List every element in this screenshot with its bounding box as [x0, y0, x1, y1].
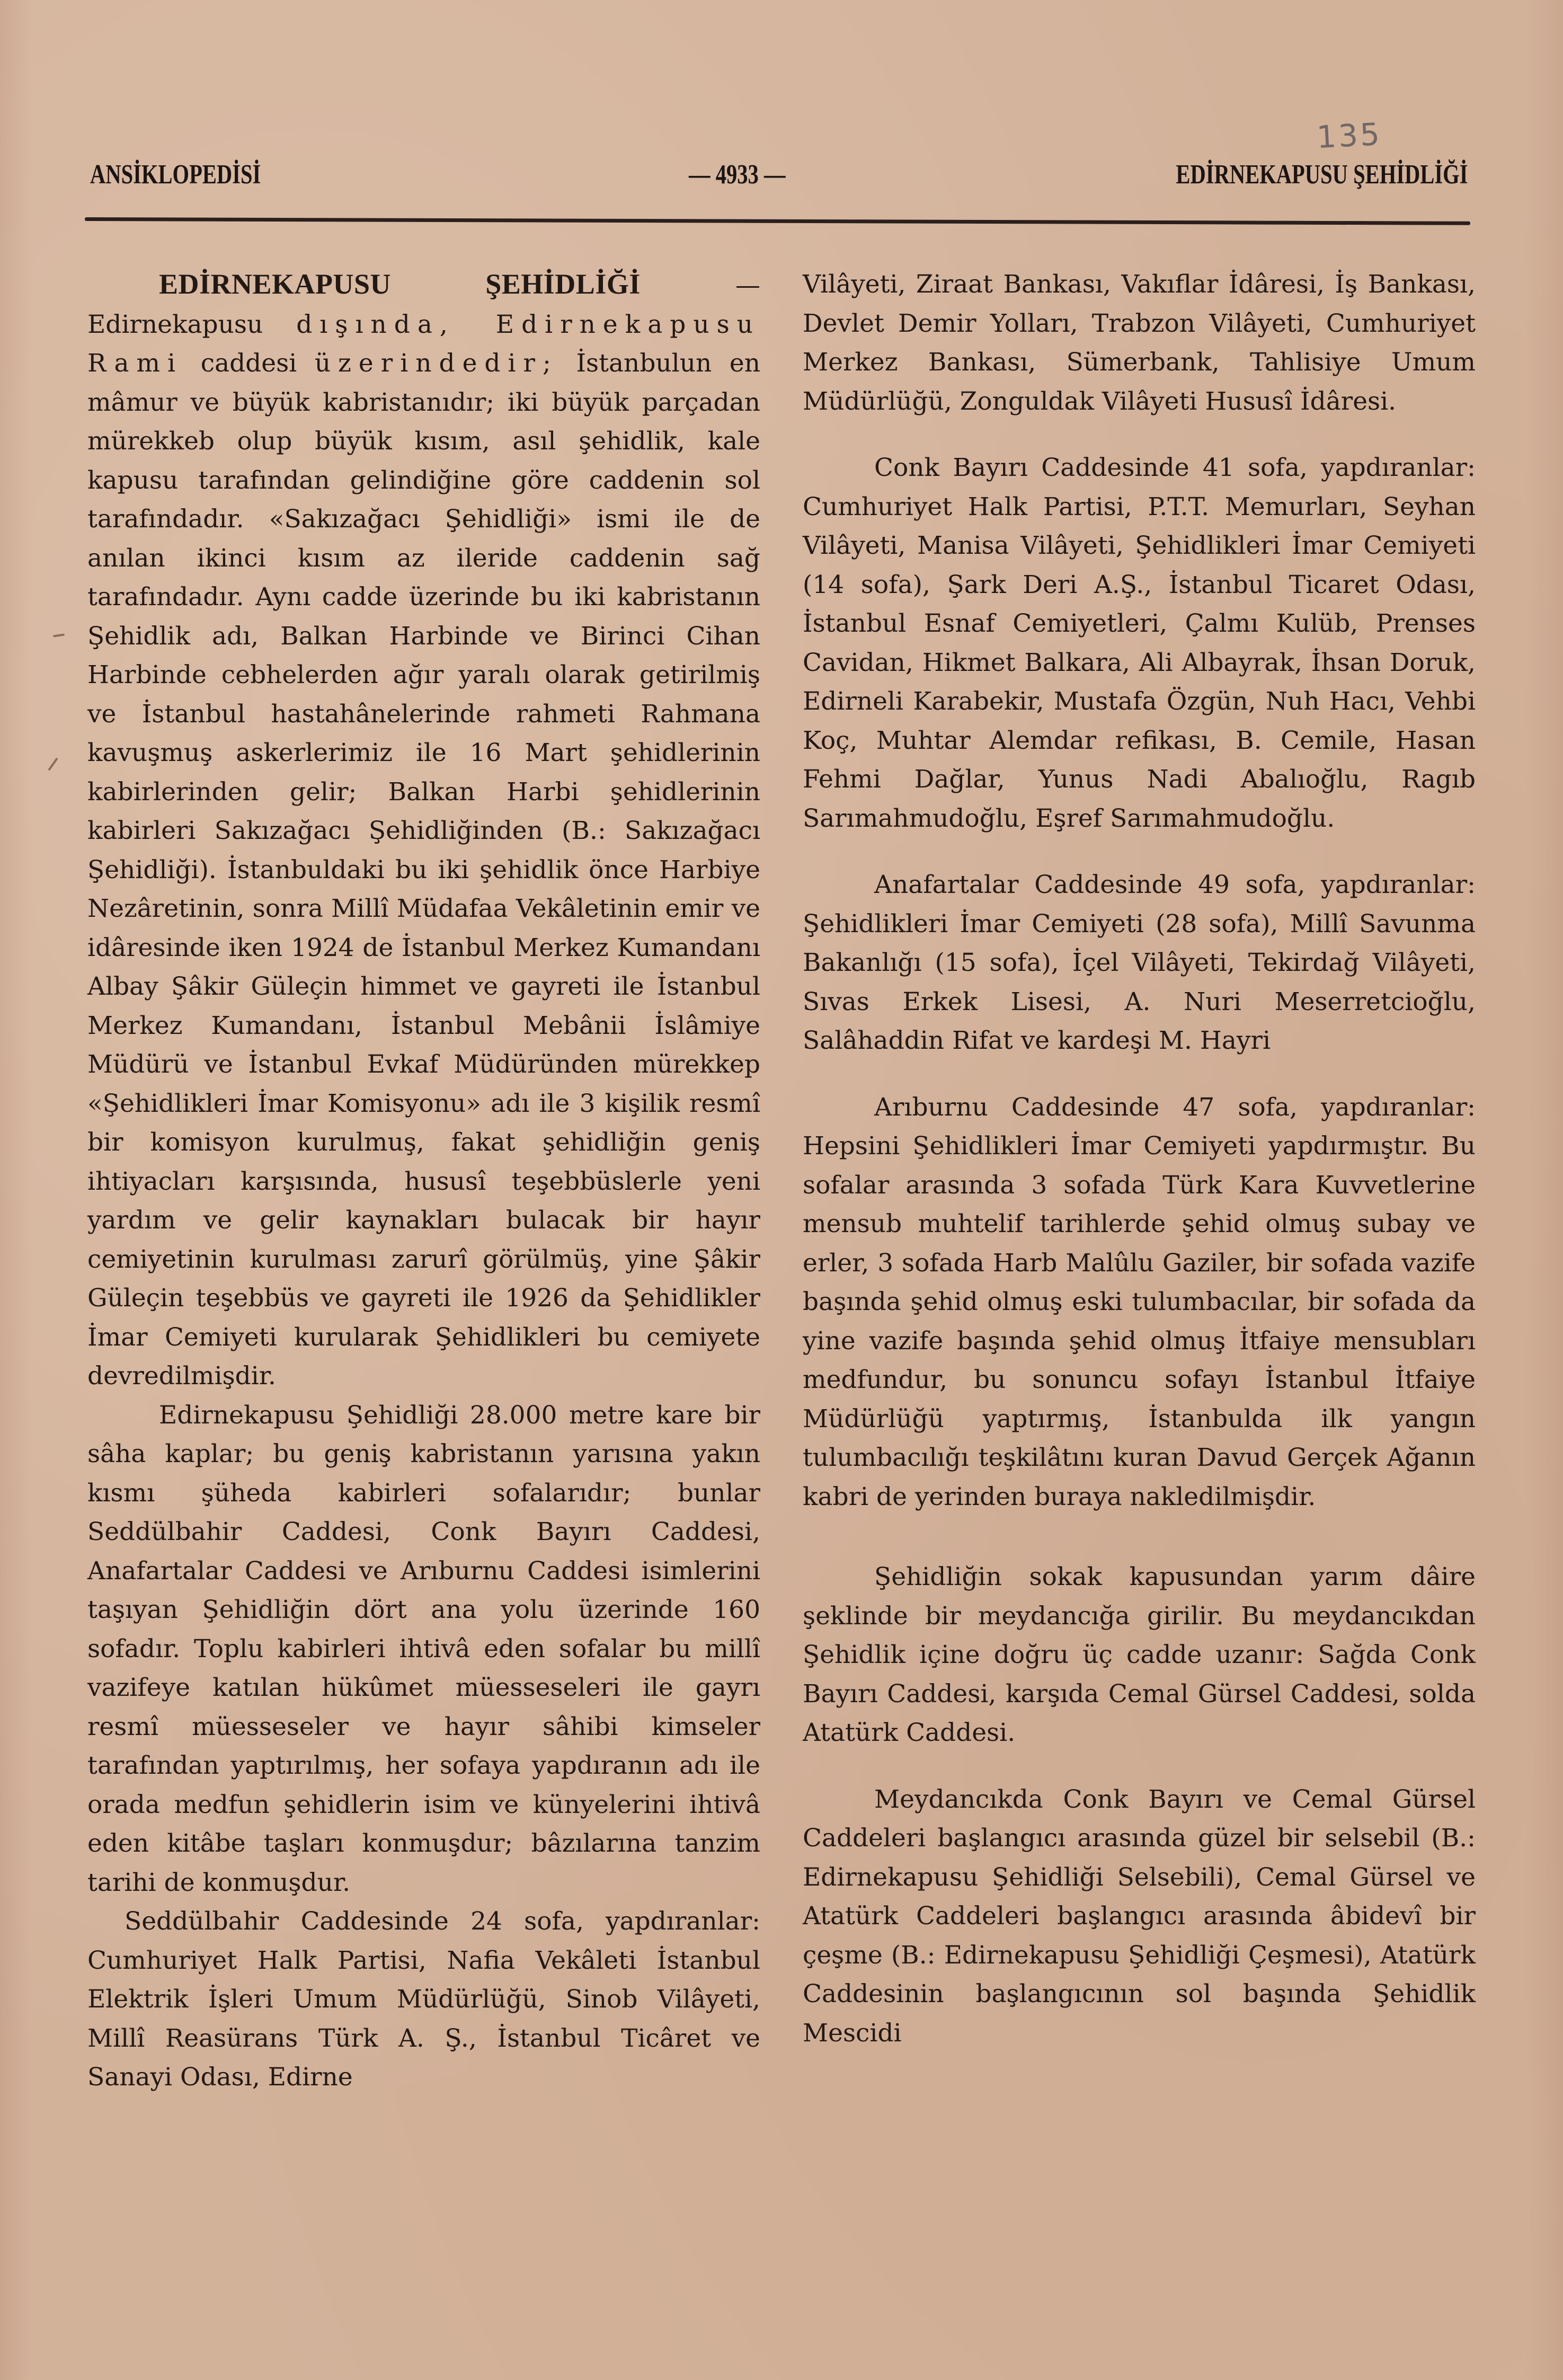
text-run: İstanbulun en mâmur ve büyük kabristanıdır; iki büyük parçadan mürekkeb olup büyük kısım, asıl şehidlik, kale kapusu tarafından gelindiğine göre caddenin sol tarafındadır. «Sakızağacı Şehidliği» ismi ile de anılan ikinci kısım az ileride caddenin sağ tarafındadır. Aynı cadde üzerinde bu iki kabristanın Şehidlik adı, Balkan Harbinde ve Birinci Cihan Harbinde cebhelerden ağır yaralı olarak getirilmiş ve İstanbul hastahânelerinde rahmeti Rahmana kavuşmuş askerlerimiz ile 16 Mart şehidlerinin kabirlerinden gelir; Balkan Harbi şehidlerinin kabirleri Sakızağacı Şehidliğinden (B.: Sakızağacı Şehidliği). İstanbuldaki bu iki şehidlik önce Harbiye Nezâretinin, sonra Millî Müdafaa Vekâletinin emir ve idâresinde iken 1924 de İstanbul Merkez Kumandanı Albay Şâkir Güleçin himmet ve gayreti ile İstanbul Merkez Kumandanı, İstanbul Mebânii İslâmiye Müdürü ve İstanbul Evkaf Müdüründen mürekkep «Şehidlikleri İmar Komisyonu» adı ile 3 kişilik resmî bir komisyon kurulmuş, fakat şehidliğin geniş ihtiyacları karşısında, hususî teşebbüslerle yeni yardım ve gelir kaynakları bulacak bir hayır cemiyetinin kurulması zarurî görülmüş, yine Şâkir Güleçin teşebbüs ve gayreti ile 1926 da Şehidlikler İmar Cemiyeti kurularak Şehidlikleri bu cemiyete devredilmişdir.: [87, 349, 760, 1391]
handwritten-page-number: 135: [1316, 116, 1383, 156]
text-run-spaced: dışında, Edirnekapusu Rami: [87, 309, 760, 378]
text-run: — Edirnekapusu: [87, 271, 760, 339]
article-paragraph: Seddülbahir Caddesinde 24 sofa, yapdıranlar: Cumhuriyet Halk Partisi, Nafia Vekâleti İstanbul Elektrik İşleri Umum Müdürlüğü, Sinob Vilâyeti, Millî Reasürans Türk A. Ş., İstanbul Ticâret ve Sanayi Odası, Edirne: [87, 1907, 760, 2092]
running-head-right: EDİRNEKAPUSU ŞEHİDLİĞİ: [1175, 160, 1468, 190]
running-head-left: ANSİKLOPEDİSİ: [90, 160, 261, 190]
text-run-spaced: üzerindedir;: [314, 349, 558, 378]
left-column: [87, 265, 760, 2097]
article-paragraph: Conk Bayırı Caddesinde 41 sofa, yapdıranlar: Cumhuriyet Halk Partisi, P.T.T. Memurları, Seyhan Vilâyeti, Manisa Vilâyeti, Şehidlikleri İmar Cemiyeti (14 sofa), Şark Deri A.Ş., İstanbul Ticaret Odası, İstanbul Esnaf Cemiyetleri, Çalmı Kulüb, Prenses Cavidan, Hikmet Balkara, Ali Albayrak, İhsan Doruk, Edirneli Karabekir, Mustafa Özgün, Nuh Hacı, Vehbi Koç, Muhtar Alemdar refikası, B. Cemile, Hasan Fehmi Dağlar, Yunus Nadi Abalıoğlu, Ragıb Sarımahmudoğlu, Eşref Sarımahmudoğlu.: [803, 453, 1476, 833]
pencil-mark: [53, 633, 65, 637]
pencil-mark: [48, 757, 58, 771]
text-run: caddesi: [183, 349, 315, 378]
article-paragraph: Edirnekapusu Şehidliği 28.000 metre kare bir sâha kaplar; bu geniş kabristanın yarısına yakın kısmı şüheda kabirleri sofalarıdır; bunlar Seddülbahir Caddesi, Conk Bayırı Caddesi, Anafartalar Caddesi ve Arıburnu Caddesi isimlerini taşıyan Şehidliğin dört ana yolu üzerinde 160 sofadır. Toplu kabirleri ihtivâ eden sofalar bu millî vazifeye katılan hükûmet müesseseleri ile gayrı resmî müesseseler ve hayır sâhibi kimseler tarafından yaptırılmış, her sofaya yapdıranın adı ile orada medfun şehidlerin isim ve künyelerini ihtivâ eden kitâbe taşları konmuşdur; bâzılarına tanzim tarihi de konmuşdur.: [87, 1400, 760, 1897]
running-head: [90, 159, 1468, 207]
entry-title: EDİRNEKAPUSU ŞEHİDLİĞİ: [159, 268, 641, 300]
article-paragraph: [87, 265, 760, 1396]
article-paragraph: Şehidliğin sokak kapusundan yarım dâire şeklinde bir meydancığa girilir. Bu meydancıkdan Şehidlik içine doğru üç cadde uzanır: Sağda Conk Bayırı Caddesi, karşıda Cemal Gürsel Caddesi, solda Atatürk Caddesi.: [803, 1562, 1476, 1747]
article-paragraph: Meydancıkda Conk Bayırı ve Cemal Gürsel Caddeleri başlangıcı arasında güzel bir selsebil (B.: Edirnekapusu Şehidliği Selsebili), Cemal Gürsel ve Atatürk Caddeleri başlangıcı arasında âbidevî bir çeşme (B.: Edirnekapusu Şehidliği Çeşmesi), Atatürk Caddesinin başlangıcının sol başında Şehidlik Mescidi: [803, 1784, 1476, 2048]
header-rule: [85, 217, 1470, 225]
article-paragraph: Vilâyeti, Ziraat Bankası, Vakıflar İdâresi, İş Bankası, Devlet Demir Yolları, Trabzon Vilâyeti, Cumhuriyet Merkez Bankası, Sümerbank, Tahlisiye Umum Müdürlüğü, Zonguldak Vilâyeti Hususî İdâresi.: [803, 270, 1476, 416]
right-column: [803, 265, 1476, 2052]
page-number: — 4933 —: [689, 160, 786, 190]
article-paragraph: Arıburnu Caddesinde 47 sofa, yapdıranlar: Hepsini Şehidlikleri İmar Cemiyeti yapdırmıştır. Bu sofalar arasında 3 sofada Türk Kara Kuvvetlerine mensub muhtelif tarihlerde şehid olmuş subay ve erler, 3 sofada Harb Malûlu Gaziler, bir sofada vazife başında şehid olmuş eski tulumbacılar, bir sofada da yine vazife başında şehid olmuş İtfaiye mensubları medfundur, bu sonuncu sofayı İstanbul İtfaiye Müdürlüğü yaptırmış, İstanbulda ilk yangın tulumbacılığı teşkilâtını kuran Davud Gerçek Ağanın kabri de yerinden buraya nakledilmişdir.: [803, 1092, 1476, 1511]
article-paragraph: Anafartalar Caddesinde 49 sofa, yapdıranlar: Şehidlikleri İmar Cemiyeti (28 sofa), Millî Savunma Bakanlığı (15 sofa), İçel Vilâyeti, Tekirdağ Vilâyeti, Sıvas Erkek Lisesi, A. Nuri Meserretcioğlu, Salâhaddin Rifat ve kardeşi M. Hayri: [803, 870, 1476, 1055]
